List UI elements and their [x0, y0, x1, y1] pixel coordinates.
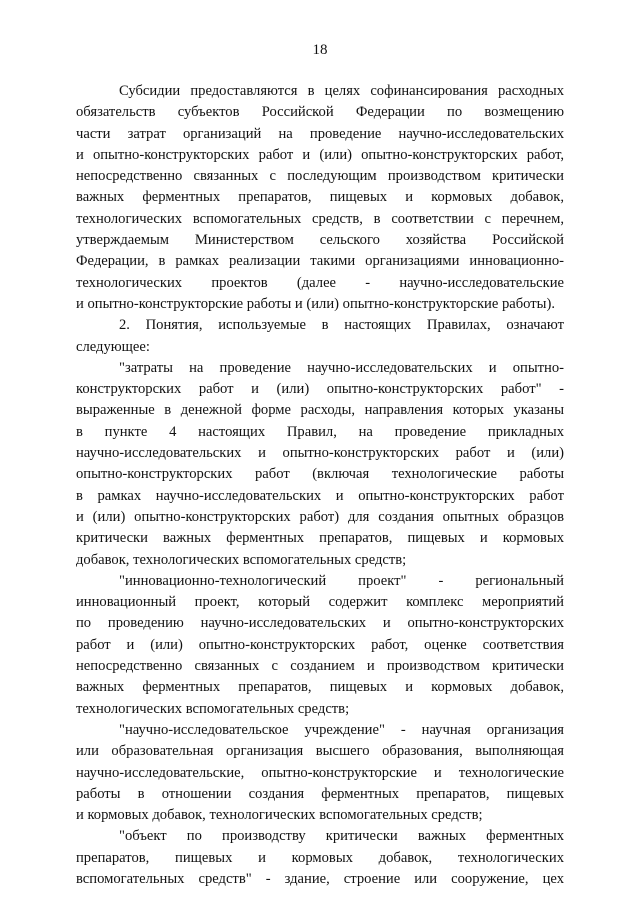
text-line: непосредственно связанных с созданием и производством критически: [76, 658, 564, 675]
text-line: конструкторских работ и (или) опытно-конструкторских работ" -: [76, 381, 564, 398]
paragraph: [76, 315, 564, 358]
text-line: работы в отношении создания ферментных препаратов, пищевых: [76, 785, 564, 802]
text-line: по проведению научно-исследовательских и опытно-конструкторских: [76, 615, 564, 632]
text-line: утверждаемым Министерством сельского хозяйства Российской: [76, 232, 564, 249]
text-line: опытно-конструкторских работ (включая технологические работы: [76, 466, 564, 483]
text-line: выраженные в денежной форме расходы, направления которых указаны: [76, 402, 564, 419]
paragraph: [76, 358, 564, 571]
text-line: вспомогательных средств" - здание, строение или сооружение, цех: [76, 870, 564, 887]
text-line: обязательств субъектов Российской Федерации по возмещению: [76, 104, 564, 121]
text-line: и опытно-конструкторских работ и (или) опытно-конструкторских работ,: [76, 146, 564, 163]
text-line: технологических вспомогательных средств;: [76, 700, 350, 717]
text-line: следующее:: [76, 338, 150, 355]
paragraph: [76, 571, 564, 720]
text-line: "объект по производству критически важных ферментных: [119, 828, 564, 845]
text-line: и опытно-конструкторские работы и (или) опытно-конструкторские работы).: [76, 295, 555, 312]
text-line: технологических проектов (далее - научно-исследовательские: [76, 274, 564, 291]
text-line: 2. Понятия, используемые в настоящих Правилах, означают: [119, 317, 564, 334]
text-line: и кормовых добавок, технологических вспомогательных средств;: [76, 807, 483, 824]
text-line: Федерации, в рамках реализации такими организациями инновационно-: [76, 253, 564, 270]
text-line: и (или) опытно-конструкторских работ) для создания опытных образцов: [76, 508, 564, 525]
text-line: критически важных ферментных препаратов, пищевых и кормовых: [76, 530, 564, 547]
text-line: научно-исследовательских и опытно-конструкторских работ и (или): [76, 445, 564, 462]
paragraph: [76, 826, 564, 890]
text-line: важных ферментных препаратов, пищевых и кормовых добавок,: [76, 189, 564, 206]
paragraph: [76, 81, 564, 315]
text-line: препаратов, пищевых и кормовых добавок, технологических: [76, 849, 564, 866]
document-body: [76, 81, 564, 890]
text-line: работ и (или) опытно-конструкторских работ, оценке соответствия: [76, 636, 564, 653]
text-line: "инновационно-технологический проект" - региональный: [119, 572, 564, 589]
text-line: инновационный проект, который содержит комплекс мероприятий: [76, 594, 564, 611]
text-line: части затрат организаций на проведение научно-исследовательских: [76, 125, 564, 142]
page-number: 18: [312, 42, 328, 58]
text-line: важных ферментных препаратов, пищевых и кормовых добавок,: [76, 679, 564, 696]
text-line: Субсидии предоставляются в целях софинансирования расходных: [119, 83, 564, 99]
text-line: технологических вспомогательных средств, в соответствии с перечнем,: [76, 210, 564, 227]
text-line: научно-исследовательские, опытно-конструкторские и технологические: [76, 764, 564, 781]
text-line: "затраты на проведение научно-исследовательских и опытно-: [119, 359, 564, 376]
text-line: непосредственно связанных с последующим производством критически: [76, 168, 564, 185]
text-line: добавок, технологических вспомогательных средств;: [76, 551, 407, 568]
text-line: или образовательная организация высшего образования, выполняющая: [76, 743, 564, 760]
text-line: в рамках научно-исследовательских и опытно-конструкторских работ: [76, 487, 564, 504]
paragraph: [76, 720, 564, 826]
text-line: в пункте 4 настоящих Правил, на проведение прикладных: [76, 423, 564, 440]
text-line: "научно-исследовательское учреждение" - научная организация: [119, 721, 564, 738]
